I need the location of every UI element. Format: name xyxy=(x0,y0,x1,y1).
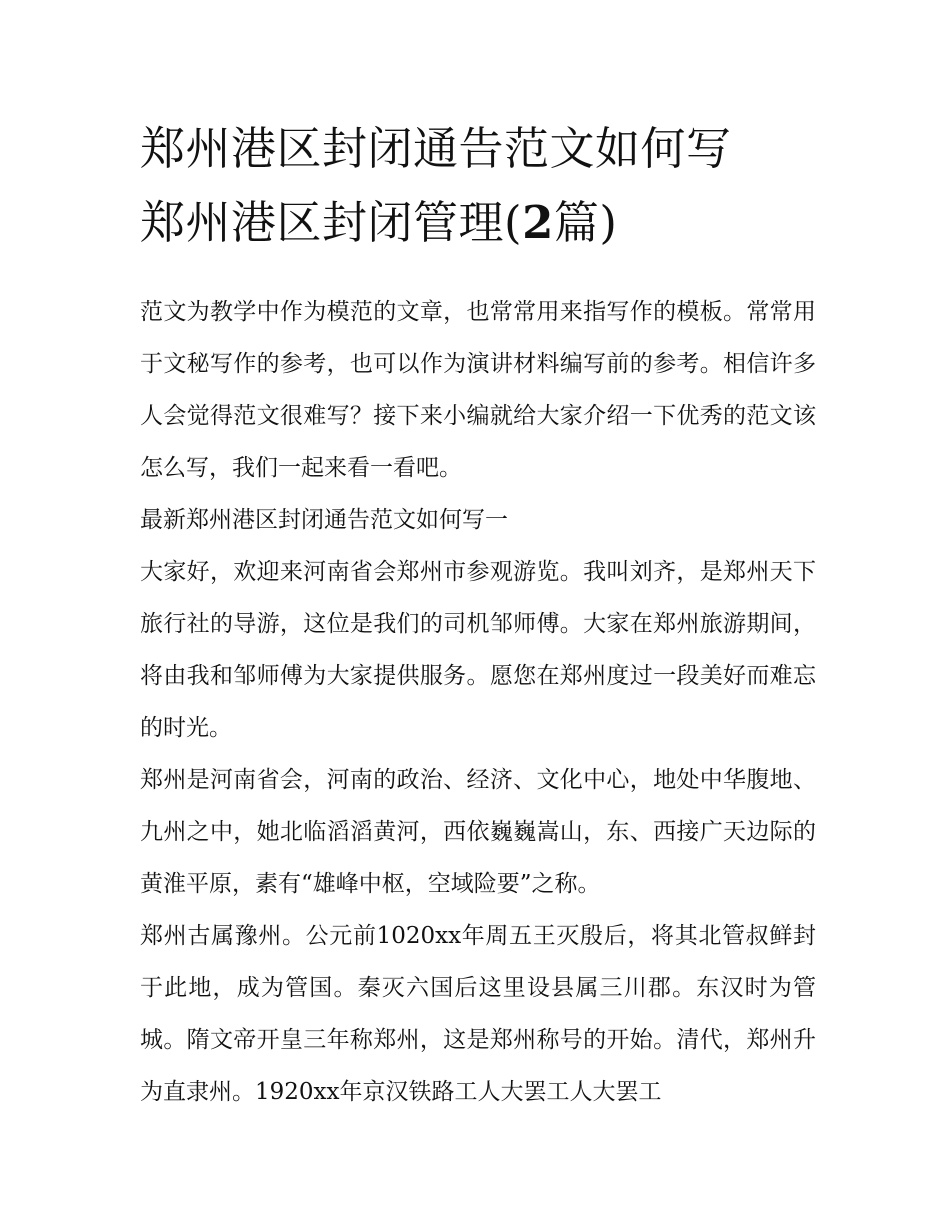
title-line-2-part-c: 篇) xyxy=(553,196,618,249)
paragraph-zhengzhou-history: 郑州古属豫州。公元前1020xx年周五王灭殷后，将其北管叔鲜封于此地，成为管国。秦灭六国后这里设县属三川郡。东汉时为管城。隋文帝开皇三年称郑州，这是郑州称号的开始。清代，郑州升为直隶州。1920xx年京汉铁路工人大罢工人大罢工 xyxy=(140,923,816,1105)
title-line-2-number: 2 xyxy=(522,196,554,249)
paragraph-greeting: 大家好，欢迎来河南省会郑州市参观游览。我叫刘齐，是郑州天下旅行社的导游，这位是我们的司机邹师傅。大家在郑州旅游期间，将由我和邹师傅为大家提供服务。愿您在郑州度过一段美好而难忘的时光。 xyxy=(140,559,816,741)
paragraph-section-heading: 最新郑州港区封闭通告范文如何写一 xyxy=(140,507,508,533)
paragraph-intro: 范文为教学中作为模范的文章，也常常用来指写作的模板。常常用于文秘写作的参考，也可以作为演讲材料编写前的参考。相信许多人会觉得范文很难写？接下来小编就给大家介绍一下优秀的范文该怎么写，我们一起来看一看吧。 xyxy=(140,299,816,481)
title-line-1: 郑州港区封闭通告范文如何写 xyxy=(140,122,732,175)
document-body xyxy=(140,286,816,1118)
document-title xyxy=(140,112,830,260)
title-line-2-part-a: 郑州港区封闭管理( xyxy=(140,196,523,249)
paragraph-zhengzhou-overview: 郑州是河南省会，河南的政治、经济、文化中心，地处中华腹地、九州之中，她北临滔滔黄河，西依巍巍嵩山，东、西接广天边际的黄淮平原，素有“雄峰中枢，空域险要”之称。 xyxy=(140,767,816,897)
